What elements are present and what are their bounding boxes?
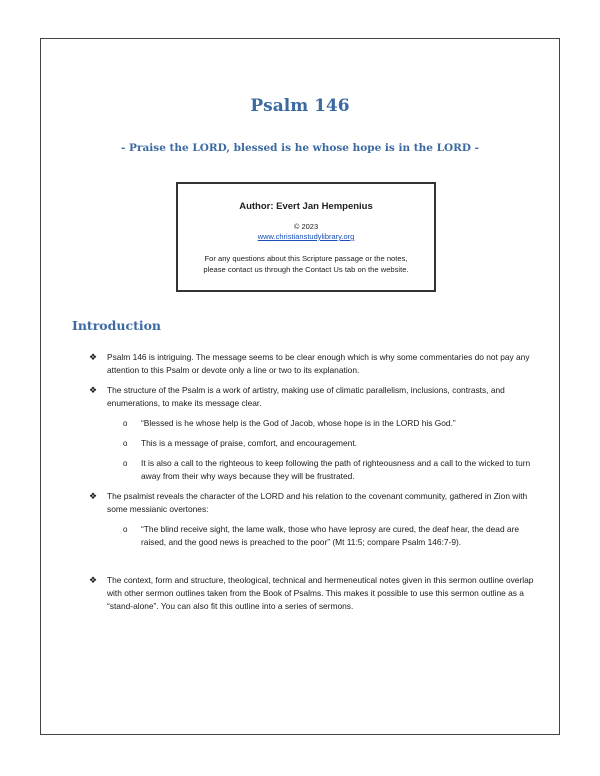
circle-bullet-icon: o — [123, 419, 128, 428]
author-line: Author: Evert Jan Hempenius — [239, 201, 373, 212]
page-subtitle: - Praise the LORD, blessed is he whose hope is in the LORD - — [121, 142, 479, 154]
list-item-text: The psalmist reveals the character of the LORD and his relation to the covenant community, gathered in Zion with some messianic overtones: — [107, 491, 528, 514]
diamond-bullet-icon: ❖ — [89, 385, 98, 395]
sub-list-item — [89, 437, 544, 450]
contact-text — [178, 253, 434, 275]
list-item-text: The structure of the Psalm is a work of artistry, making use of climatic parallelism, inclusions, contrasts, and enumerations, to make its message clear. — [107, 385, 505, 408]
circle-bullet-icon: o — [123, 459, 128, 468]
contact-line-2: please contact us through the Contact Us tab on the website. — [203, 265, 409, 274]
section-content — [89, 351, 544, 620]
sub-list-item — [89, 457, 544, 483]
page-title: Psalm 146 — [250, 96, 350, 116]
list-item — [89, 490, 544, 516]
diamond-bullet-icon: ❖ — [89, 352, 98, 362]
spacer — [89, 556, 544, 574]
list-item — [89, 351, 544, 377]
list-item — [89, 574, 544, 613]
sub-list-item — [89, 523, 544, 549]
sub-list-item-text: “Blessed is he whose help is the God of Jacob, whose hope is in the LORD his God.” — [141, 418, 456, 428]
website-link[interactable]: www.christianstudylibrary.org — [257, 232, 355, 241]
list-item-text: Psalm 146 is intriguing. The message seems to be clear enough which is why some commentaries do not pay any attention to this Psalm or devote only a line or two to its explanation. — [107, 352, 530, 375]
list-item-text: The context, form and structure, theological, technical and hermeneutical notes given in this sermon outline overlap with other sermon outlines taken from the Book of Psalms. This makes it possible to use this sermon outline as a “stand-alone”. You can also fit this outline into a series of sermons. — [107, 575, 534, 611]
circle-bullet-icon: o — [123, 525, 128, 534]
circle-bullet-icon: o — [123, 439, 128, 448]
contact-line-1: For any questions about this Scripture passage or the notes, — [204, 254, 408, 263]
sub-list-item-text: This is a message of praise, comfort, and encouragement. — [141, 438, 357, 448]
document-page — [40, 38, 560, 735]
sub-list-item-text: “The blind receive sight, the lame walk, those who have leprosy are cured, the deaf hear, the dead are raised, and the good news is preached to the poor” (Mt 11:5; compare Psalm 146:7-9). — [141, 524, 520, 547]
copyright-text: © 2023 — [293, 222, 319, 231]
diamond-bullet-icon: ❖ — [89, 491, 98, 501]
author-box — [176, 182, 436, 292]
list-item — [89, 384, 544, 410]
sub-list-item-text: It is also a call to the righteous to keep following the path of righteousness and a call to the wicked to turn away from their why ways because they will be frustrated. — [141, 458, 531, 481]
section-heading: Introduction — [72, 318, 162, 333]
diamond-bullet-icon: ❖ — [89, 575, 98, 585]
sub-list-item — [89, 417, 544, 430]
